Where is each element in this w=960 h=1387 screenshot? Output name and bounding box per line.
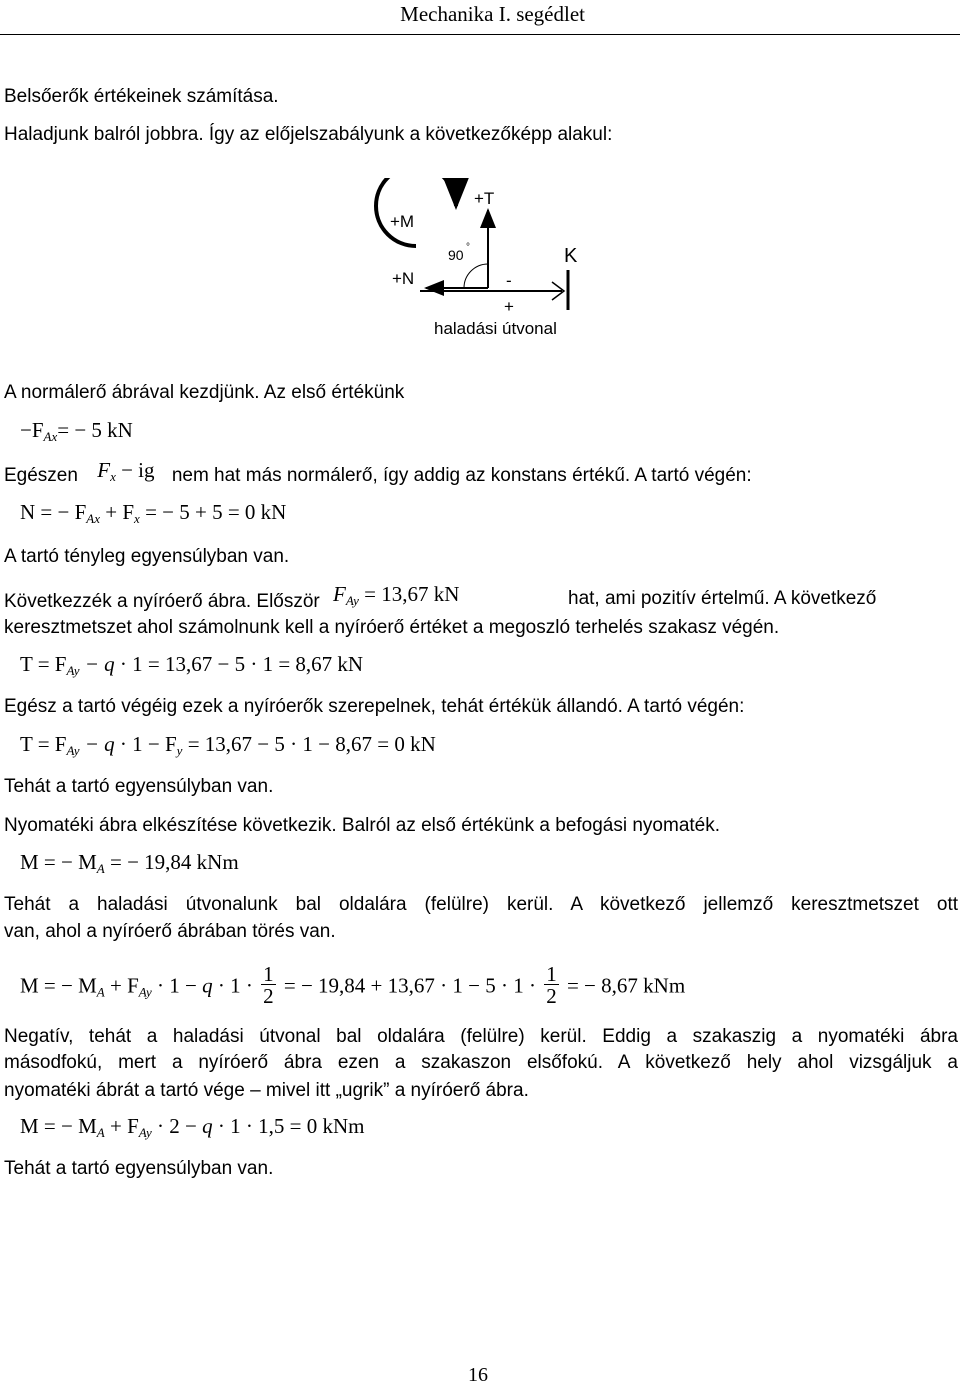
moment-arc-arrow bbox=[376, 178, 456, 246]
equation-t2: $T = F_{Ay} - q \cdot 1 - F_y = 13,67 - 5 \cdot 1 - 8,67 = 0$ kN bbox=[20, 732, 436, 758]
label-minus: - bbox=[506, 271, 512, 290]
sign-convention-diagram bbox=[360, 178, 600, 346]
label-degree: ° bbox=[466, 242, 470, 253]
paragraph-nyiroero: Következzék a nyíróerő ábra. Először $F_{Ay} = 13,67$ kN hat, ami pozitív értelmű. A következő bbox=[4, 582, 877, 612]
equation-m1: M = − $M_A$ = − 19,84 kNm bbox=[20, 850, 239, 876]
equation-m2: M = − $M_A + F_{Ay} \cdot 1 - q \cdot 1$ · $\frac{1}{2}$ = − 19,84 + 13,67 · 1 − 5 · 1 · $\frac{1}{2}$ = − 8,67 kNm bbox=[20, 962, 686, 1008]
paragraph-line: másodfokú, mert a nyíróerő ábra ezen a szakaszon elsőfokú. A következő hely ahol vizsgáljuk a bbox=[4, 1052, 958, 1073]
paragraph: Egész a tartó végéig ezek a nyíróerők szerepelnek, tehát értékük állandó. A tartó végén: bbox=[4, 696, 745, 717]
label-90: 90 bbox=[448, 247, 464, 263]
equation-m3: M = − $M_A + F_{Ay} \cdot 2 - q \cdot 1 \cdot 1,5 = 0$ kNm bbox=[20, 1114, 365, 1140]
paragraph: Tehát a tartó egyensúlyban van. bbox=[4, 776, 274, 797]
label-path: haladási útvonal bbox=[434, 319, 557, 338]
paragraph-egeszen: Egészen $F_x$ − ig nem hat más normálerő, így addig az konstans értékű. A tartó végén: bbox=[4, 458, 752, 486]
fraction-half: $\frac{1}{2}$ bbox=[546, 962, 557, 1008]
label-plus: + bbox=[504, 297, 514, 316]
paragraph: keresztmetszet ahol számolnunk kell a nyíróerő értéket a megoszló terhelés szakasz végén. bbox=[4, 617, 780, 638]
paragraph-line: nyomatéki ábrát a tartó vége – mivel itt „ugrik” a nyíróerő ábra. bbox=[4, 1080, 529, 1101]
equation-fax: $-F_{Ax}= - 5$ kN bbox=[20, 418, 133, 444]
label-moment: +M bbox=[390, 212, 415, 231]
paragraph: Haladjunk balról jobbra. Így az előjelszabályunk a következőképp alakul: bbox=[4, 124, 613, 145]
fraction-half: $\frac{1}{2}$ bbox=[263, 962, 274, 1008]
equation-n: N = − $F_{Ax} + F_x$ = − 5 + 5 = 0 kN bbox=[20, 500, 287, 526]
paragraph: Tehát a tartó egyensúlyban van. bbox=[4, 1158, 274, 1179]
label-shear: +T bbox=[474, 189, 495, 208]
paragraph: A normálerő ábrával kezdjünk. Az első értékünk bbox=[4, 382, 405, 403]
paragraph: A tartó tényleg egyensúlyban van. bbox=[4, 546, 290, 567]
paragraph: Nyomatéki ábra elkészítése következik. Balról az első értékünk a befogási nyomaték. bbox=[4, 815, 721, 836]
header-title: Mechanika I. segédlet bbox=[400, 2, 585, 26]
label-k: K bbox=[564, 245, 578, 267]
right-angle-arc bbox=[464, 264, 488, 288]
section-heading: Belsőerők értékeinek számítása. bbox=[4, 86, 279, 107]
page-header bbox=[0, 0, 960, 35]
equation-t1: $T = F_{Ay} - q \cdot 1 = 13,67 - 5 \cdot 1 = 8,67$ kN bbox=[20, 652, 364, 678]
paragraph-line: Negatív, tehát a haladási útvonal bal oldalára (felülre) kerül. Eddig a szakaszig a nyomatéki ábra bbox=[4, 1026, 958, 1047]
label-normal: +N bbox=[392, 269, 415, 288]
paragraph-line: Tehát a haladási útvonalunk bal oldalára (felülre) kerül. A következő jellemző keresztmetszet ott bbox=[4, 894, 958, 915]
paragraph-line: van, ahol a nyíróerő ábrában törés van. bbox=[4, 921, 336, 942]
page-number: 16 bbox=[468, 1364, 488, 1386]
